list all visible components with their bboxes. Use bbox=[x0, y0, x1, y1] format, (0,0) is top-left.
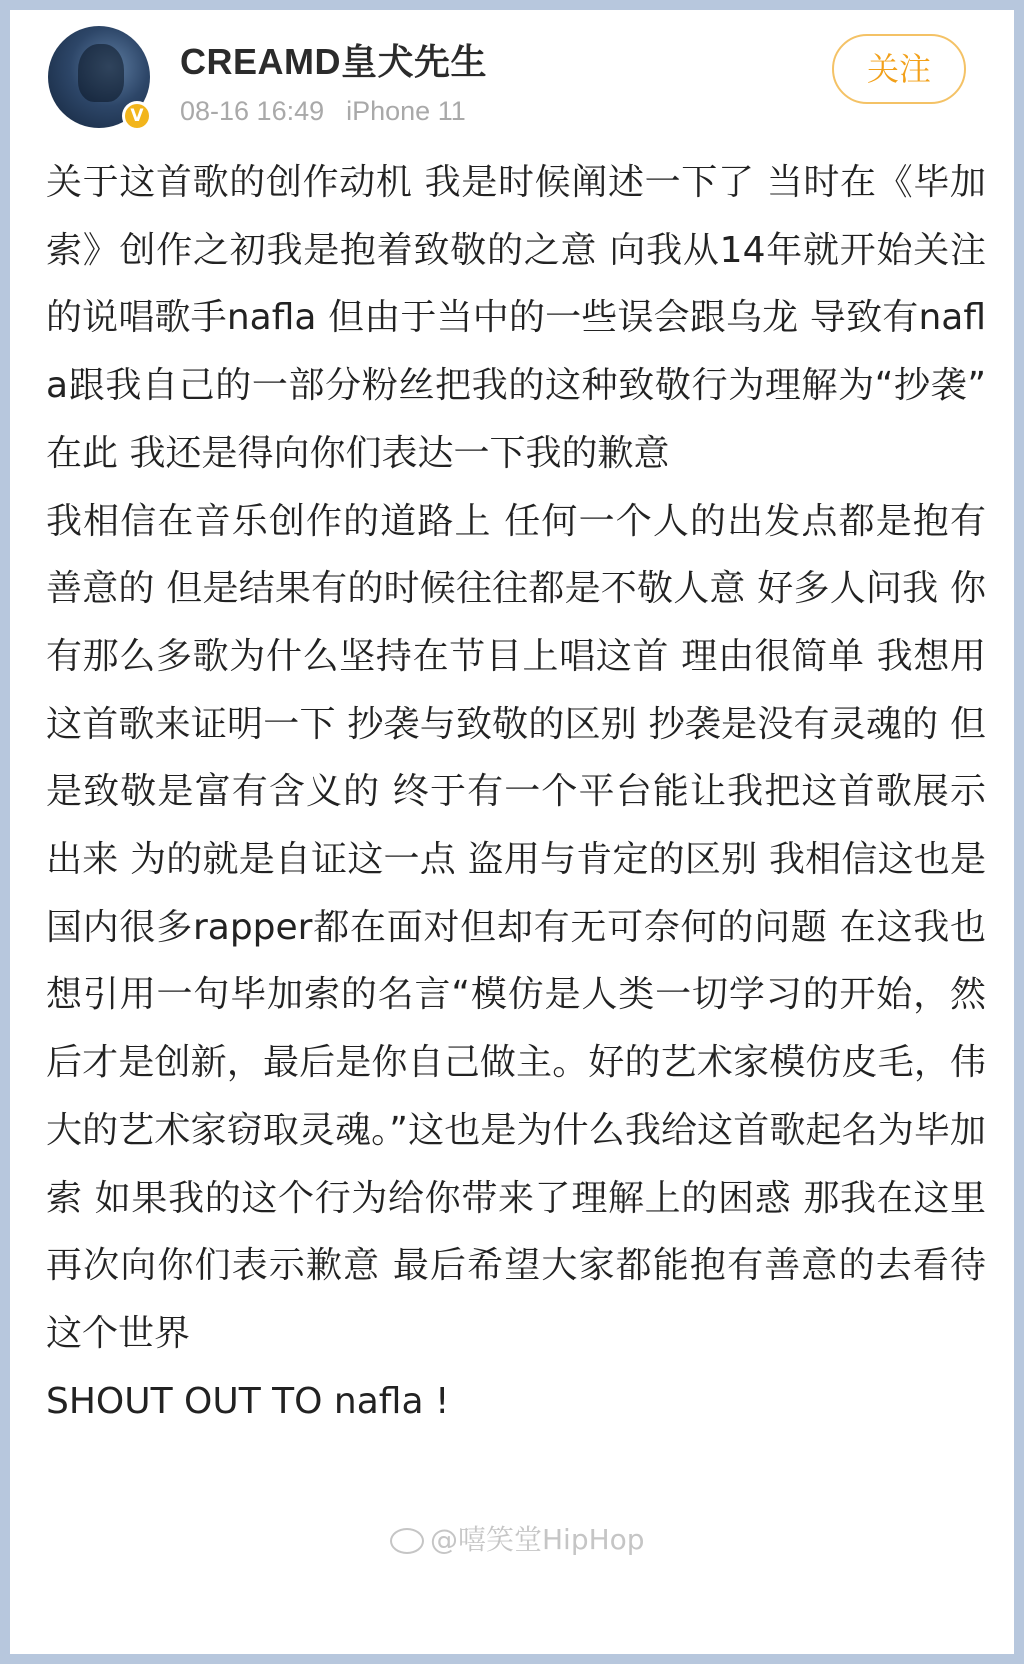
follow-button[interactable]: 关注 bbox=[832, 34, 966, 104]
watermark bbox=[390, 1518, 645, 1558]
post-body bbox=[46, 149, 986, 1435]
post-header bbox=[10, 10, 1014, 140]
post-paragraph: 我相信在音乐创作的道路上 任何一个人的出发点都是抱有善意的 但是结果有的时候往往都是不敬人意 好多人问我 你有那么多歌为什么坚持在节目上唱这首 理由很简单 我想用这首歌来证明一下 抄袭与致敬的区别 抄袭是没有灵魂的 但是致敬是富有含义的 终于有一个平台能让我把这首歌展示出来 为的就是自证这一点 盗用与肯定的区别 我相信这也是国内很多rapper都在面对但却有无可奈何的问题 在这我也想引用一句毕加索的名言“模仿是人类一切学习的开始，然后才是创新，最后是你自己做主。好的艺术家模仿皮毛，伟大的艺术家窃取灵魂。”这也是为什么我给这首歌起名为毕加索 如果我的这个行为给你带来了理解上的困惑 那我在这里再次向你们表示歉意 最后希望大家都能抱有善意的去看待这个世界 bbox=[46, 500, 986, 1354]
post-paragraph: SHOUT OUT TO nafla ! bbox=[46, 1380, 450, 1422]
post-timestamp: 08-16 16:49 bbox=[180, 96, 325, 126]
weibo-icon bbox=[390, 1528, 424, 1554]
post-device: iPhone 11 bbox=[346, 96, 466, 126]
watermark-text: @嘻笑堂HipHop bbox=[430, 1523, 645, 1556]
username[interactable]: CREAMD皇犬先生 bbox=[180, 41, 487, 82]
verified-badge-icon: V bbox=[122, 101, 152, 131]
weibo-post-card bbox=[10, 10, 1014, 1654]
avatar-figure bbox=[78, 44, 124, 102]
post-meta bbox=[180, 96, 466, 127]
post-paragraph: 关于这首歌的创作动机 我是时候阐述一下了 当时在《毕加索》创作之初我是抱着致敬的之意 向我从14年就开始关注的说唱歌手nafla 但由于当中的一些误会跟乌龙 导致有nafla跟我自己的一部分粉丝把我的这种致敬行为理解为“抄袭” 在此 我还是得向你们表达一下我的歉意 bbox=[46, 162, 986, 474]
